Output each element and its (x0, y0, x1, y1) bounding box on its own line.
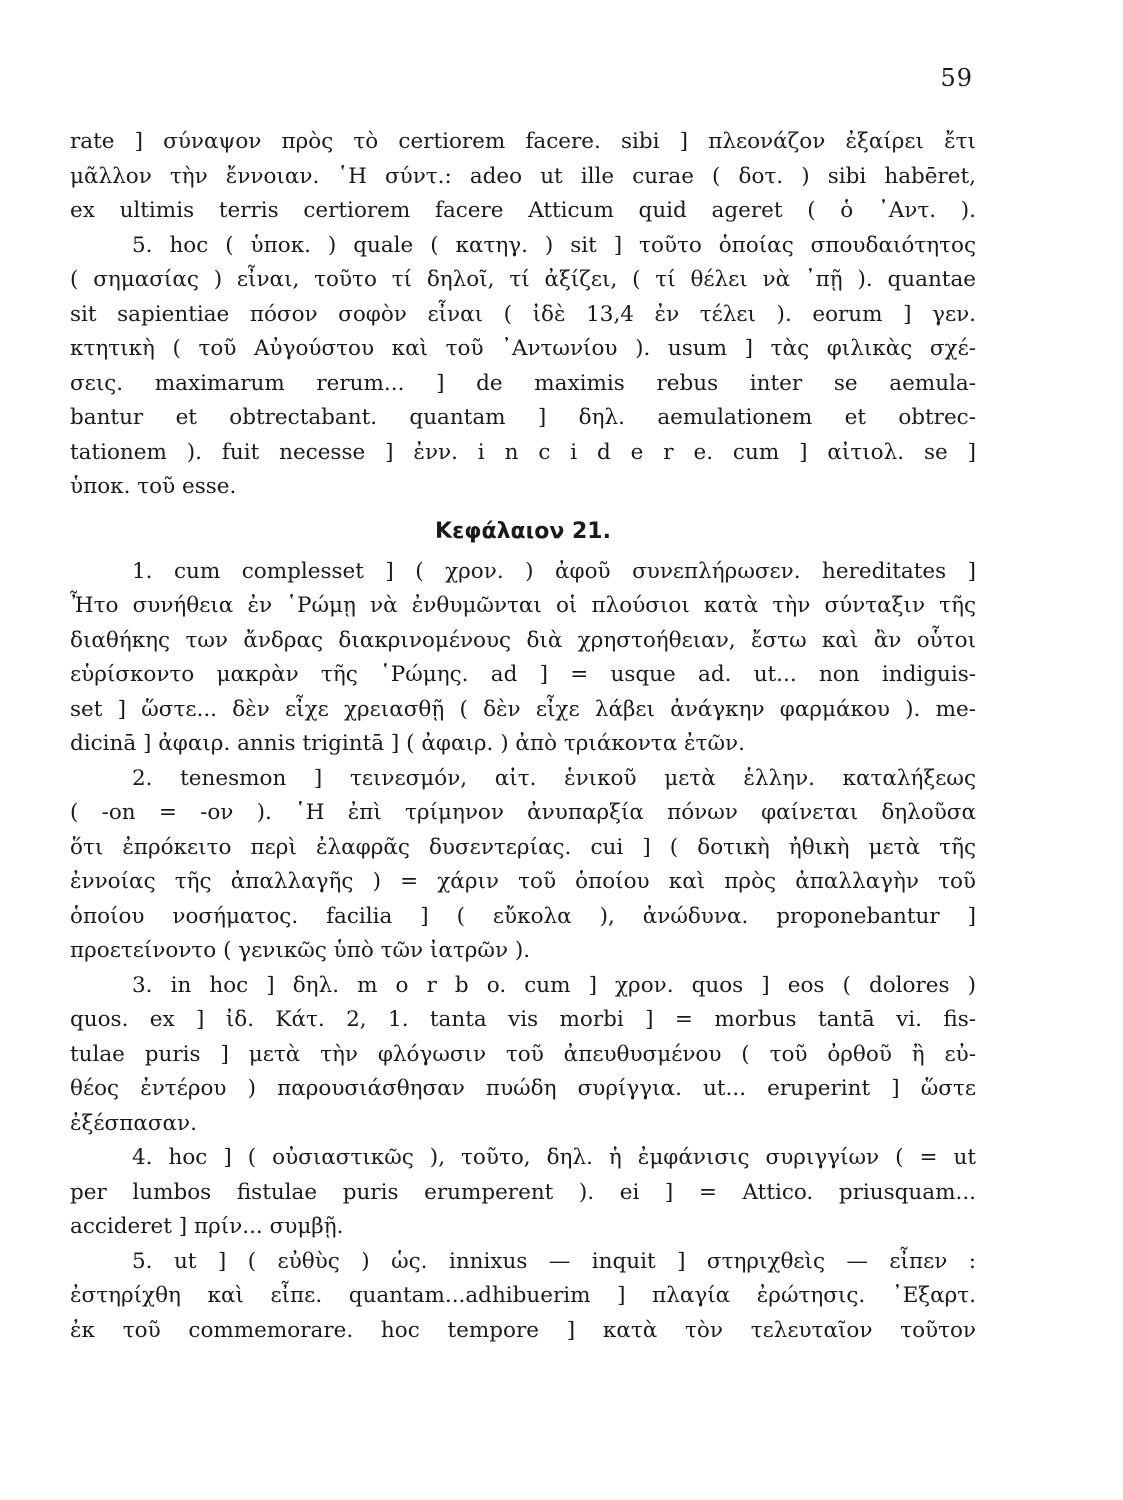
text-line: ( -on = -ον ). ῾Η ἐπὶ τρίμηνον ἀνυπαρξία πόνων φαίνεται δηλοῦσα (70, 800, 976, 825)
text-line: ὁποίου νοσήματος. facilia ] ( εὔκολα ), ἀνώδυνα. proponebantur ] (70, 903, 976, 929)
text-line: 4. hoc ] ( οὐσιαστικῶς ), τοῦτο, δηλ. ἡ ἐμφάνισις συριγγίων ( = ut (132, 1145, 976, 1170)
text-line: ἐξέσπασαν. (70, 1110, 197, 1136)
text-line: sit sapientiae πόσον σοφὸν εἶναι ( ἰδὲ 13,4 ἐν τέλει ). eorum ] γεν. (70, 301, 976, 327)
text-line: ὑποκ. τοῦ esse. (70, 474, 237, 499)
text-line: ( σημασίας ) εἶναι, τοῦτο τί δηλοῖ, τί ἀξίζει, ( τί θέλει νὰ ᾽πῇ ). quantae (70, 267, 976, 292)
text-line: accideret ] πρίν... συμβῇ. (70, 1214, 344, 1239)
text-line: προετείνοντο ( γενικῶς ὑπὸ τῶν ἰατρῶν ). (70, 938, 531, 963)
text-line: per lumbos fistulae puris erumperent ). ei ] = Attico. priusquam... (70, 1179, 976, 1205)
text-line: ἐννοίας τῆς ἀπαλλαγῆς ) = χάριν τοῦ ὁποίου καὶ πρὸς ἀπαλλαγὴν τοῦ (70, 869, 976, 894)
text-line: 2. tenesmon ] τεινεσμόν, αἰτ. ἑνικοῦ μετὰ ἑλλην. καταλήξεως (132, 765, 976, 791)
text-line: 5. ut ] ( εὐθὺς ) ὡς. innixus — inquit ] στηριχθεὶς — εἶπεν : (132, 1248, 976, 1274)
text-line: tationem ). fuit necesse ] ἐνν. i n c i d e r e. cum ] αἰτιολ. se ] (70, 439, 976, 465)
text-line: ὅτι ἐπρόκειτο περὶ ἐλαφρᾶς δυσεντερίας. cui ] ( δοτικὴ ἠθικὴ μετὰ τῆς (70, 834, 976, 860)
chapter-heading: Κεφάλαιον 21. (435, 518, 611, 544)
text-line: 1. cum complesset ] ( χρον. ) ἀφοῦ συνεπλήρωσεν. hereditates ] (132, 558, 976, 584)
page-number: 59 (940, 64, 973, 92)
text-line: ἐκ τοῦ commemorare. hoc tempore ] κατὰ τὸν τελευταῖον τοῦτον (70, 1317, 976, 1343)
text-line: tulae puris ] μετὰ τὴν φλόγωσιν τοῦ ἀπευθυσμένου ( τοῦ ὀρθοῦ ἢ εὐ- (70, 1041, 976, 1067)
text-line: κτητικὴ ( τοῦ Αὐγούστου καὶ τοῦ ᾽Αντωνίου ). usum ] τὰς φιλικὰς σχέ- (70, 336, 976, 361)
text-line: σεις. maximarum rerum... ] de maximis rebus inter se aemula- (70, 370, 976, 396)
text-line: dicinā ] ἀφαιρ. annis trigintā ] ( ἀφαιρ. ) ἀπὸ τριάκοντα ἐτῶν. (70, 731, 745, 756)
text-line: 5. hoc ( ὑποκ. ) quale ( κατηγ. ) sit ] τοῦτο ὁποίας σπουδαιότητος (132, 232, 976, 258)
text-line: quos. ex ] ἰδ. Κάτ. 2, 1. tanta vis morbi ] = morbus tantā vi. fis- (70, 1007, 976, 1032)
page-body (70, 125, 976, 1348)
text-line: 3. in hoc ] δηλ. m o r b o. cum ] χρον. quos ] eos ( dolores ) (132, 972, 976, 998)
text-line: διαθήκης των ἄνδρας διακρινομένους διὰ χρηστοήθειαν, ἔστω καὶ ἂν οὗτοι (70, 627, 976, 653)
text-line: μᾶλλον τὴν ἔννοιαν. ῾Η σύντ.: adeo ut ille curae ( δοτ. ) sibi habēret, (70, 163, 976, 189)
text-line: ἐστηρίχθη καὶ εἶπε. quantam...adhibuerim ] πλαγία ἐρώτησις. ᾽Εξαρτ. (70, 1283, 976, 1308)
text-line: εὑρίσκοντο μακρὰν τῆς ῾Ρώμης. ad ] = usque ad. ut... non indiguis- (70, 662, 976, 687)
text-line: θέος ἐντέρου ) παρουσιάσθησαν πυώδη συρίγγια. ut... eruperint ] ὥστε (70, 1076, 976, 1101)
text-line: bantur et obtrectabant. quantam ] δηλ. aemulationem et obtrec- (70, 405, 976, 430)
text-line: set ] ὥστε... δὲν εἶχε χρειασθῇ ( δὲν εἶχε λάβει ἀνάγκην φαρμάκου ). me- (70, 696, 976, 722)
text-line: rate ] σύναψον πρὸς τὸ certiorem facere. sibi ] πλεονάζον ἐξαίρει ἔτι (70, 129, 976, 154)
text-line: Ἦτο συνήθεια ἐν ῾Ρώμῃ νὰ ἐνθυμῶνται οἱ πλούσιοι κατὰ τὴν σύνταξιν τῆς (70, 593, 976, 618)
text-line: ex ultimis terris certiorem facere Atticum quid ageret ( ὁ ᾽Αντ. ). (70, 198, 976, 223)
